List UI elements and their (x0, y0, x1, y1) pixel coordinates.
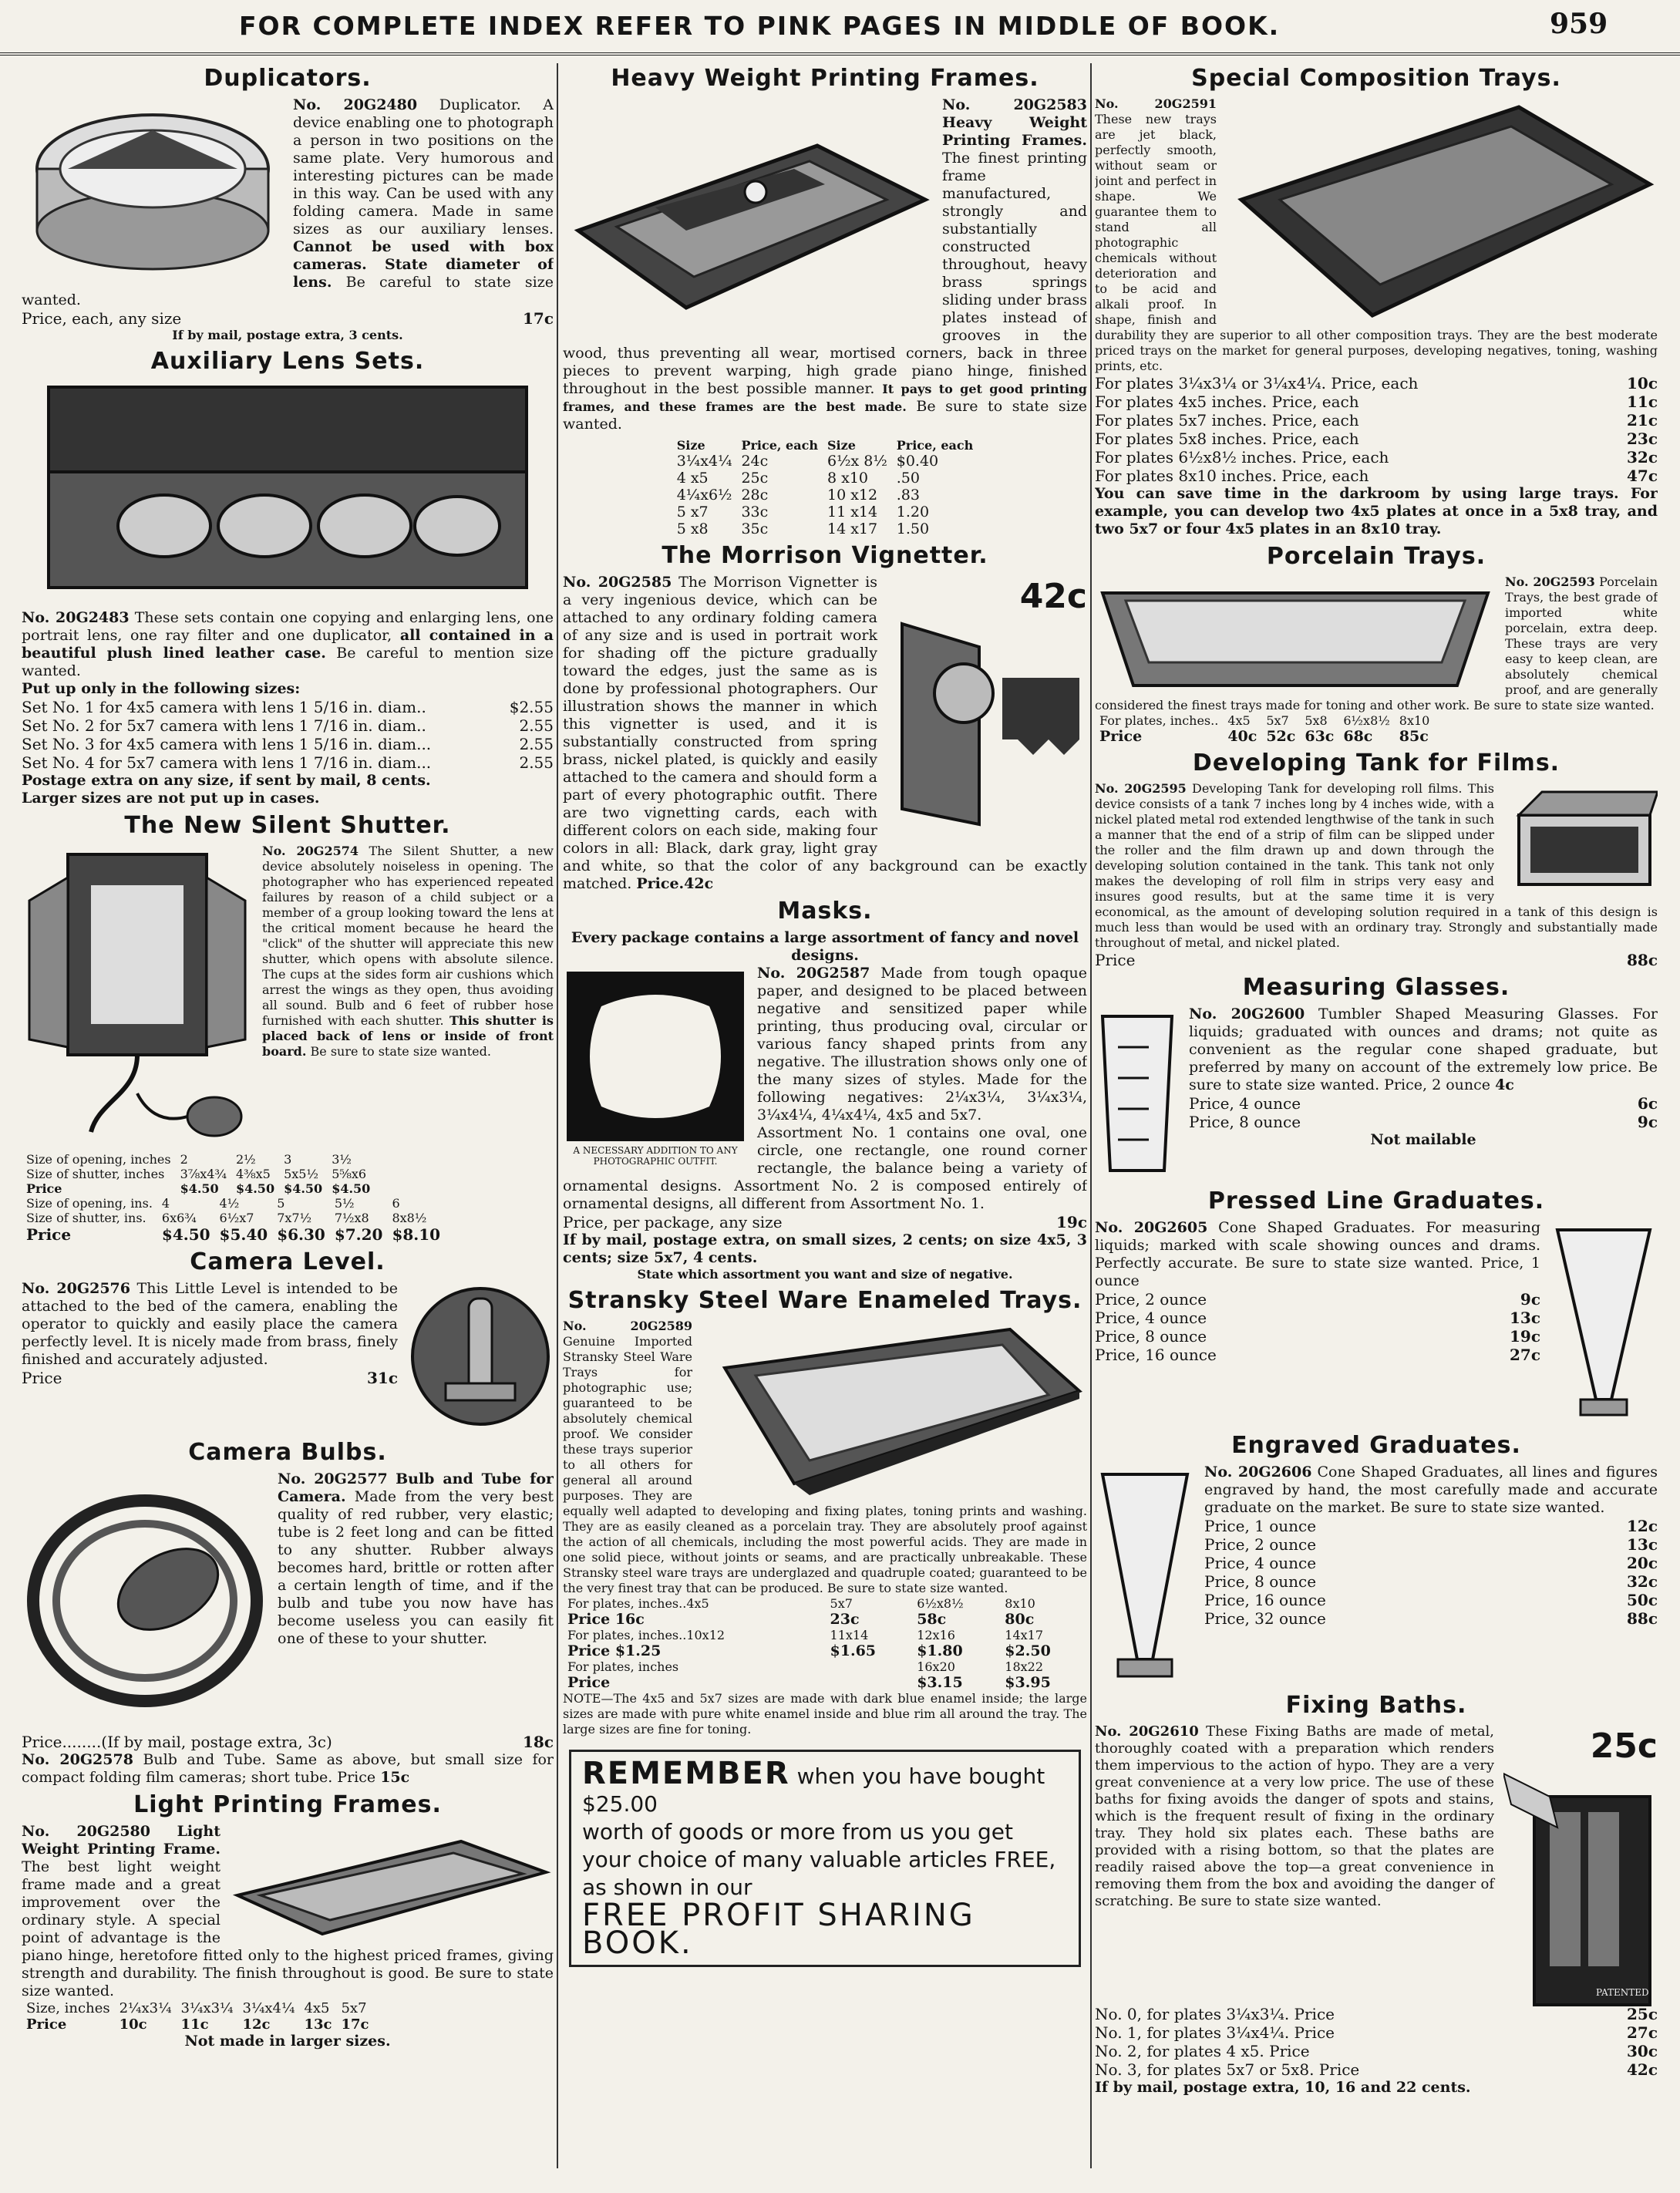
catalog-number: No. 20G2600 (1189, 1006, 1305, 1022)
light-frames-section (22, 1791, 554, 2050)
description: Tumbler Shaped Measuring Glasses. For liquids; graduated with ounces and drams; not quite as convenient as the regular cone shaped graduate, but preferred by many on account of the extremely low price. Be sure to state size wanted. Price, 2 ounce (1189, 1006, 1658, 1093)
catalog-number: No. 20G2574 (262, 844, 359, 858)
section-title: Masks. (777, 898, 873, 925)
column-middle (563, 63, 1087, 2176)
stransky-section (563, 1287, 1087, 1737)
vignetter-image (887, 577, 1087, 840)
light-frame-price-table: Size, inches 2¼x3¼ 3¼x3¼ 3¼x4¼ 4x5 5x7 Price 10c 11c 12c 13c 17c (26, 2000, 369, 2033)
level-section (22, 1248, 554, 1434)
note: Cannot be used with box cameras. State diameter of lens. (293, 238, 554, 291)
section-title: The New Silent Shutter. (124, 812, 451, 839)
note: It pays to get good printing frames, and these frames are the best made. (563, 382, 1087, 414)
note: Not mailable (1370, 1131, 1476, 1148)
description: The best light weight frame made and a great improvement over the ordinary style. A special point of advantage is the piano hinge, heretofore fitted only to the highest priced frames, giving strength and durability. The finish throughout is good. Be sure to state size wanted. (22, 1858, 554, 1999)
big-price: 25c (1590, 1726, 1658, 1766)
price-line: Price, 16 ounce 27c (1095, 1346, 1540, 1364)
set-row: Set No. 1 for 4x5 camera with lens 1 5/16 in. diam.. $2.55 (22, 698, 554, 716)
column-right (1095, 63, 1658, 2176)
price-line: For plates 3¼x3¼ or 3¼x4¼. Price, each 10c (1095, 374, 1658, 392)
section-title: Camera Bulbs. (188, 1439, 387, 1466)
description: The finest printing frame manufactured, strongly and substantially constructed throughout, heavy brass springs sliding under brass plates instead of grooves in the wood, thus preventing all wear, mortised corners, back in three pieces to prevent warping, high grade piano hinge, finished throughout in the best possible manner. (563, 150, 1087, 397)
note: Not made in larger sizes. (184, 2033, 391, 2050)
price-line: No. 0, for plates 3¼x3¼. Price 25c (1095, 2005, 1658, 2023)
price-line: Price, 4 ounce 6c (1189, 1094, 1658, 1113)
price-line: No. 1, for plates 3¼x4¼. Price 27c (1095, 2023, 1658, 2042)
note: NOTE—The 4x5 and 5x7 sizes are made with dark blue enamel inside; the large sizes are made with pure white enamel inside and blue rim all around the tray. The large sizes are fine for toning. (563, 1691, 1087, 1737)
description: Developing Tank for developing roll films. This device consists of a tank 7 inches long by 4 inches wide, with a nickel plated metal rod extended lengthwise of the tank in such a manner that the end of a strip of film can be slipped under the roller and the film drawn up and down through the developing solution contained in the tank. This tank not only makes the developing of roll film in strips very easy and insures good results, but at the same time it is very economical, as the amount of developing solution required in a tank of this design is much less than would be used with an ordinary tray. Strongly and substantially made throughout of metal, and nickel plated. (1095, 781, 1658, 950)
description: Porcelain Trays, the best grade of imported white porcelain, extra deep. These trays are very easy to keep clean, are absolutely chemical proof, and are generally considered the finest trays made for toning and other work. Be sure to state size wanted. (1095, 574, 1658, 712)
catalog-number: No. 20G2583 (942, 96, 1087, 113)
aux-lens-section (22, 348, 554, 807)
section-title: Pressed Line Graduates. (1207, 1187, 1545, 1214)
catalog-number: No. 20G2578 (22, 1751, 133, 1768)
composition-tray-image (1226, 99, 1658, 323)
sets-heading: Put up only in the following sizes: (22, 680, 301, 697)
developing-tank-image (1503, 784, 1658, 900)
page-title: FOR COMPLETE INDEX REFER TO PINK PAGES IN MIDDLE OF BOOK. (239, 11, 1281, 41)
fixing-section (1095, 1692, 1658, 2097)
section-title: Special Composition Trays. (1191, 65, 1561, 92)
price-line: Price, 32 ounce 88c (1204, 1609, 1658, 1628)
shutter-size-table-2: Size of opening, ins. 4 4½ 5 5½ 6 Size of shutter, ins. 6x6¾ 6½x7 7x7½ 7½x8 8x8½ Price $4.50 $5.40 $6.30 $7.20 $8.10 (26, 1196, 441, 1244)
catalog-number: No. 20G2480 (293, 96, 418, 113)
bulbs-section (22, 1439, 554, 1787)
shutter-section (22, 812, 554, 1244)
fixing-bath-image (1503, 1726, 1658, 2000)
description: Heavy Weight Printing Frames. (942, 114, 1087, 149)
price-line: No. 3, for plates 5x7 or 5x8. Price 42c (1095, 2060, 1658, 2079)
description: Bulb and Tube. Same as above, but small size for compact folding film cameras; short tube. Price (22, 1751, 554, 1786)
stransky-price-table: For plates, inches..4x5 5x7 6½x8½ 8x10 Price 16c 23c 58c 80c For plates, inches..10x12 11x14 12x16 14x17 Price $1.25 $1.65 $1.80 $2.50 For plates, inches 16x20 18x22 Price $3.15 $3.95 (567, 1596, 1051, 1691)
catalog-number: No. 20G2593 (1505, 574, 1595, 589)
note: Be sure to state size wanted. (563, 398, 1087, 433)
note: You can save time in the darkroom by using large trays. For example, you can develop two 4x5 plates at once in a 5x8 tray, and two 5x7 or four 4x5 plates in an 8x10 tray. (1095, 485, 1658, 537)
description: Duplicator. A device enabling one to photograph a person in two positions on the same plate. Very humorous and interesting pictures can be made in this way. Can be used with any folding camera. Made in same sizes as our auxiliary lenses. (293, 96, 554, 237)
big-price: 42c (1019, 577, 1087, 616)
lead-text: Every package contains a large assortment of fancy and novel designs. (571, 929, 1079, 964)
image-caption: A NECESSARY ADDITION TO ANY PHOTOGRAPHIC OUTFIT. (573, 1145, 738, 1167)
section-title: Heavy Weight Printing Frames. (611, 65, 1039, 92)
note: This shutter is placed back of lens or inside of front board. (262, 1013, 554, 1059)
porcelain-price-table: For plates, inches.. 4x5 5x7 5x8 6½x8½ 8x10 Price 40c 52c 63c 68c 85c (1099, 713, 1430, 745)
catalog-number: No. 20G2585 (563, 574, 672, 591)
section-title: Porcelain Trays. (1266, 543, 1486, 570)
heavy-frame-price-table: Size Price, each Size Price, each 3¼x4¼ 24c 6½x 8½ $0.40 4 x5 25c 8 x10 .50 4¼x6½ 28c 10 x12 .83 5 x7 33c 11 x14 1.20 5 x8 35c 14 x17 1.50 (676, 438, 974, 537)
duplicators-section (22, 65, 554, 343)
section-title: The Morrison Vignetter. (662, 542, 988, 569)
price-line: Price, each, any size 17c (22, 309, 554, 328)
patented-label: PATENTED (1596, 1987, 1649, 1998)
price-line: Price, 2 ounce 13c (1204, 1535, 1658, 1554)
column-divider (1090, 63, 1092, 2168)
price: Price.42c (636, 875, 714, 892)
description: Made from the very best quality of red rubber, very elastic; tube is 2 feet long and can be fitted to any shutter. Rubber always becomes hard, brittle or rotten after a certain length of time, and if the bulb and tube you now have has become useless you can easily fit one of these to your shutter. (278, 1488, 554, 1647)
catalog-number: No. 20G2591 (1095, 96, 1217, 111)
set-row: Set No. 2 for 5x7 camera with lens 1 7/16 in. diam.. 2.55 (22, 716, 554, 735)
page-number: 959 (1550, 8, 1608, 40)
description: Bulb and Tube for Camera. (278, 1470, 554, 1505)
catalog-number: No. 20G2589 (563, 1319, 692, 1333)
page-header (0, 0, 1680, 56)
price-line: Price 88c (1095, 951, 1658, 969)
measuring-glass-image (1095, 1009, 1180, 1178)
price: 15c (380, 1769, 410, 1786)
heavy-frame-image (563, 99, 933, 331)
catalog-number: No. 20G2483 (22, 609, 130, 626)
heavy-frames-section (563, 65, 1087, 537)
remember-line: when you have bought $25.00 (582, 1763, 1045, 1817)
price-line: Price, 1 ounce 12c (1204, 1517, 1658, 1535)
remember-box (569, 1750, 1081, 1967)
set-row: Set No. 4 for 5x7 camera with lens 1 7/16 in. diam... 2.55 (22, 753, 554, 772)
catalog-number: No. 20G2580 (22, 1823, 150, 1840)
description: Assortment No. 1 contains one oval, one circle, one rectangle, one round corner rectangle, the balance being a variety of ornamental designs. Assortment No. 2 is composed entirely of ornamental designs, all different from Assortment No. 1. (563, 1124, 1087, 1212)
section-title: Light Printing Frames. (133, 1791, 442, 1818)
price-line: For plates 6½x8½ inches. Price, each 32c (1095, 448, 1658, 467)
camera-bulb-image (22, 1474, 268, 1728)
note: Larger sizes are not put up in cases. (22, 790, 320, 807)
description: These new trays are jet black, perfectly smooth, without seam or joint and perfect in shape. We guarantee them to stand all photographic chemicals without deterioration and to be acid and alkali proof. In shape, finish and durability they are superior to all other composition trays. They are the best moderate priced trays on the market for general purposes, developing negatives, toning, washing prints, etc. (1095, 112, 1658, 373)
engraved-graduate-image (1095, 1467, 1195, 1683)
remember-word: REMEMBER (582, 1756, 790, 1791)
description: The Silent Shutter, a new device absolutely noiseless in opening. The photographer who has experienced repeated failures by reason of a child subject or a member of a group looking toward the lens at the critical moment because he heard the "click" of the shutter will appreciate this new shutter, which opens with absolute silence. The cups at the sides form air cushions which arrest the wings as they open, thus avoiding all sound. Bulb and 6 feet of rubber hose furnished with each shutter. (262, 844, 554, 1028)
camera-level-image (407, 1283, 554, 1430)
column-left (22, 63, 554, 2176)
pressed-section (1095, 1187, 1658, 1427)
price-line: For plates 8x10 inches. Price, each 47c (1095, 467, 1658, 485)
engraved-section (1095, 1432, 1658, 1687)
catalog-number: No. 20G2606 (1204, 1464, 1312, 1481)
price-line: Price 31c (22, 1369, 398, 1387)
shutter-size-table-1: Size of opening, inches 2 2½ 3 3½ Size of shutter, inches 3⅞x4¾ 4⅜x5 5x5½ 5⅝x6 Price $4.50 $4.50 $4.50 $4.50 (26, 1152, 371, 1196)
tank-section (1095, 750, 1658, 969)
note: Be careful to mention size wanted. (22, 645, 554, 679)
special-trays-section (1095, 65, 1658, 538)
lens-case-image (41, 379, 534, 603)
stransky-tray-image (702, 1322, 1087, 1499)
catalog-number: No. 20G2577 (278, 1470, 388, 1487)
price-line: For plates 5x7 inches. Price, each 21c (1095, 411, 1658, 430)
measuring-section (1095, 974, 1658, 1183)
mask-image (563, 968, 748, 1167)
section-title: Engraved Graduates. (1231, 1432, 1521, 1459)
note: State which assortment you want and size of negative. (637, 1267, 1013, 1282)
price-line: Price, 8 ounce 19c (1095, 1327, 1540, 1346)
masks-section (563, 898, 1087, 1282)
price-line: Price, 8 ounce 32c (1204, 1572, 1658, 1591)
duplicator-image (22, 99, 284, 277)
description: These sets contain one copying and enlarging lens, one portrait lens, one ray filter and one duplicator, (22, 609, 554, 644)
vignetter-section (563, 542, 1087, 893)
section-title: Stransky Steel Ware Enameled Trays. (567, 1287, 1082, 1314)
remember-line: worth of goods or more from us you get your choice of many valuable articles FREE, as shown in our (582, 1819, 1056, 1900)
light-frame-image (230, 1826, 554, 1942)
postage-note: Postage extra on any size, if sent by mail, 8 cents. (22, 772, 431, 789)
catalog-number: No. 20G2605 (1095, 1219, 1208, 1236)
note: Be careful to state size wanted. (22, 274, 554, 308)
porcelain-tray-image (1095, 578, 1496, 693)
description: The Morrison Vignetter is a very ingenious device, which can be attached to any ordinary folding camera of any size and is used in portrait work for shading off the picture gradually toward the edges, just the same as is done by professional photographers. Our illustration shows the manner in which this vignetter is used, and it is substantially constructed from spring brass, nickel plated, is quickly and easily attached to the camera and should form a part of every photographic outfit. There are two vignetting cards, each with different colors on each side, making four colors in all: Black, dark gray, light gray and white, so that the color of any background can be exactly matched. (563, 574, 1087, 892)
description: Made from tough opaque paper, and designed to be placed between negative and sensitized paper while printing, thus producing oval, circular or various fancy shaped prints from any negative. The illustration shows only one of the many sizes of styles. Made for the following negatives: 2¼x3¼, 3¼x3¼, 3¼x4¼, 4¼x4¼, 4x5 and 5x7. (757, 965, 1087, 1123)
description: Cone Shaped Graduates. For measuring liquids; marked with scale showing ounces and drams. Perfectly accurate. Be sure to state size wanted. Price, 1 ounce (1095, 1219, 1540, 1289)
description: These Fixing Baths are made of metal, thoroughly coated with a preparation which renders them impervious to the action of hypo. They are a very great convenience at a very low price. The use of these baths for fixing avoids the danger of spots and stains, which is the frequent result of fixing in the ordinary tray. They hold six plates each. These baths are provided with a rising bottom, so that the plates are readily raised above the top—a great convenience in removing them from the box and avoiding the danger of scratching. Be sure to state size wanted. (1095, 1723, 1494, 1909)
section-title: Duplicators. (204, 65, 372, 92)
price-line: Price, per package, any size 19c (563, 1213, 1087, 1231)
price-line: Price, 4 ounce 13c (1095, 1309, 1540, 1327)
pressed-graduate-image (1550, 1222, 1658, 1423)
mail-note: If by mail, postage extra, 3 cents. (172, 328, 403, 342)
column-divider (557, 63, 558, 2168)
section-title: Measuring Glasses. (1242, 974, 1510, 1001)
shutter-image (22, 847, 253, 1147)
section-title: Developing Tank for Films. (1192, 750, 1560, 776)
price-line: Price, 2 ounce 9c (1095, 1290, 1540, 1309)
catalog-number: No. 20G2576 (22, 1280, 130, 1297)
price: 4c (1495, 1076, 1514, 1093)
section-title: Camera Level. (190, 1248, 385, 1275)
note: Be sure to state size wanted. (310, 1044, 491, 1059)
section-title: Fixing Baths. (1285, 1692, 1467, 1719)
section-title: Auxiliary Lens Sets. (150, 348, 425, 375)
catalog-number: No. 20G2595 (1095, 781, 1187, 796)
price-line: Price, 8 ounce 9c (1189, 1113, 1658, 1131)
price-line: Price, 4 ounce 20c (1204, 1554, 1658, 1572)
porcelain-section (1095, 543, 1658, 745)
description: This Little Level is intended to be attached to the bed of the camera, enabling the operator to quickly and easily place the camera perfectly level. It is nicely made from brass, finely finished and accurately adjusted. (22, 1280, 399, 1368)
mail-note: If by mail, postage extra, 10, 16 and 22 cents. (1095, 2079, 1471, 2096)
description: all contained in a beautiful plush lined leather case. (22, 627, 554, 662)
mail-note: If by mail, postage extra, on small sizes, 2 cents; on size 4x5, 3 cents; size 5x7, 4 cents. (563, 1231, 1087, 1266)
price-line: No. 2, for plates 4 x5. Price 30c (1095, 2042, 1658, 2060)
price-line: For plates 5x8 inches. Price, each 23c (1095, 430, 1658, 448)
description: Genuine Imported Stransky Steel Ware Trays for photographic use; guaranteed to be absolutely chemical proof. We consider these trays superior to all others for general all around purposes. They are equally well adapted to developing and fixing plates, toning prints and washing. They are as easily cleaned as a porcelain tray. They are absolutely proof against the action of all chemicals, including the most powerful acids. They are made in one solid piece, without joints or seams, and are practically unbreakable. These Stransky steel ware trays are underglazed and quadruple coated; guaranteed to be the very finest tray that can be produced. Be sure to state size wanted. (563, 1334, 1087, 1595)
catalog-number: No. 20G2587 (757, 965, 870, 982)
catalog-number: No. 20G2610 (1095, 1723, 1199, 1740)
set-row: Set No. 3 for 4x5 camera with lens 1 5/16 in. diam... 2.55 (22, 735, 554, 753)
price-line: Price, 16 ounce 50c (1204, 1591, 1658, 1609)
price-line: For plates 4x5 inches. Price, each 11c (1095, 392, 1658, 411)
remember-free-book: FREE PROFIT SHARING BOOK. (582, 1898, 975, 1961)
description: Light Weight Printing Frame. (22, 1823, 221, 1858)
description: Cone Shaped Graduates, all lines and figures engraved by hand, the most carefully made and accurate graduate on the market. Be sure to state size wanted. (1204, 1464, 1658, 1516)
price-line: Price........(If by mail, postage extra, 3c) 18c (22, 1733, 554, 1751)
